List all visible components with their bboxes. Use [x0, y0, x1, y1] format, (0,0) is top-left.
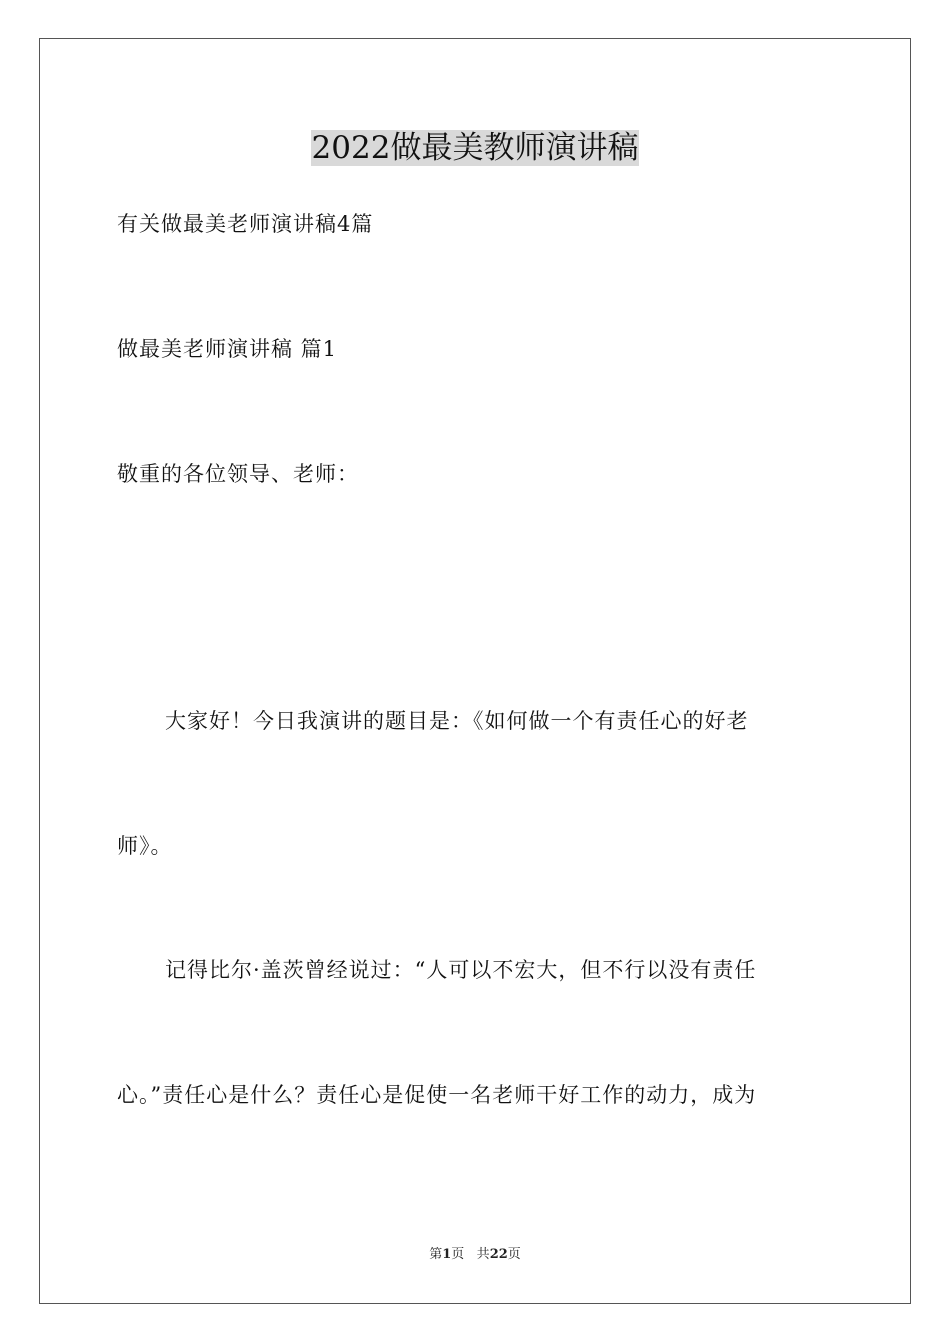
document-subtitle: 有关做最美老师演讲稿4篇	[117, 212, 374, 236]
footer-prefix: 第	[429, 1247, 443, 1262]
paragraph-1-line-1: 大家好！今日我演讲的题目是：《如何做一个有责任心的好老	[165, 709, 749, 733]
section-heading: 做最美老师演讲稿 篇1	[117, 337, 338, 361]
paragraph-1-line-2: 师》。	[117, 834, 173, 858]
footer-page-number: 1	[442, 1247, 452, 1262]
document-title	[0, 128, 950, 168]
paragraph-2-line-2: 心。”责任心是什么？责任心是促使一名老师干好工作的动力，成为	[117, 1083, 757, 1107]
footer-total-pages: 22	[489, 1247, 508, 1262]
footer-page-suffix: 页	[451, 1247, 465, 1262]
footer-total-prefix: 共	[476, 1247, 490, 1262]
footer-total-suffix: 页	[507, 1247, 521, 1262]
page-footer	[0, 1246, 950, 1264]
salutation: 敬重的各位领导、老师：	[117, 462, 359, 486]
document-title-text: 2022做最美教师演讲稿	[311, 130, 639, 166]
paragraph-2-line-1: 记得比尔·盖茨曾经说过：“人可以不宏大，但不行以没有责任	[165, 958, 757, 982]
